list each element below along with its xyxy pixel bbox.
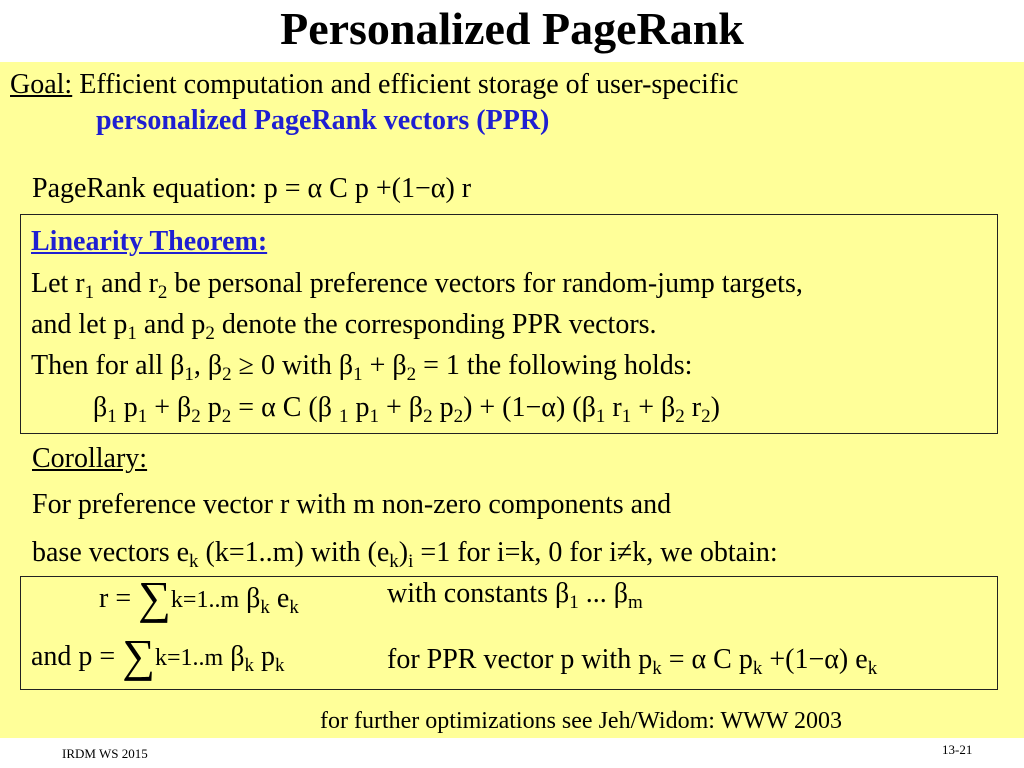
slide-title: Personalized PageRank	[280, 3, 744, 54]
title-bar	[0, 0, 1024, 62]
course-label: IRDM WS 2015	[62, 746, 148, 761]
pagerank-equation: PageRank equation: p = α C p +(1−α) r	[32, 173, 472, 204]
goal-text-1: Efficient computation and efficient storage of user-specific	[79, 69, 739, 100]
corollary-label: Corollary:	[32, 443, 148, 474]
theorem-formula: $\beta_1$ $p_1 + \beta_2$ $p_2 = \alpha$ C (β $_1$ $p_1 + \beta_2$ $p_2) + (1-\alpha)$ ($\beta_1$ $r_1 + \beta_2$ $r_2$)	[93, 392, 720, 427]
linearity-theorem-box	[20, 214, 998, 434]
r-sum-formula: r = ∑k=1..m $\beta_k$ $e_k$	[99, 572, 299, 623]
slide-footer	[0, 738, 1024, 768]
corollary-formula-box	[20, 572, 998, 690]
further-reading-note: for further optimizations see Jeh/Widom: WWW 2003	[320, 708, 843, 734]
goal-line-2: personalized PageRank vectors (PPR)	[96, 105, 550, 136]
goal-line-1	[10, 68, 738, 102]
p-sum-formula: and p = ∑k=1..m $\beta_k$ $p_k$	[31, 630, 285, 681]
theorem-line-1: Let $r_1$ and $r_2$ be personal preference vectors for random-jump targets,	[31, 268, 803, 303]
constants-note: with constants $\beta_1$ ... $\beta_m$	[387, 578, 643, 613]
ppr-vector-note: for PPR vector p with $p_k = \alpha$ C $p_k +(1-\alpha)$ $e_k$	[387, 644, 878, 679]
corollary-line-2: base vectors $e_k$ (k=1..m) with $(e_k)_i =1$ for i=k, 0 for i≠k, we obtain:	[32, 537, 778, 572]
goal-label: Goal:	[10, 69, 73, 100]
theorem-heading: Linearity Theorem:	[31, 226, 268, 257]
theorem-line-3: Then for all $\beta_1$, $\beta_2 \ge 0$ with $\beta_1 + \beta_2 = 1$ the following holds:	[31, 350, 693, 385]
corollary-line-1: For preference vector r with m non-zero components and	[32, 489, 672, 520]
theorem-line-2: and let $p_1$ and $p_2$ denote the corresponding PPR vectors.	[31, 309, 657, 344]
slide-number: 13-21	[942, 742, 973, 757]
slide-content	[0, 62, 1024, 738]
